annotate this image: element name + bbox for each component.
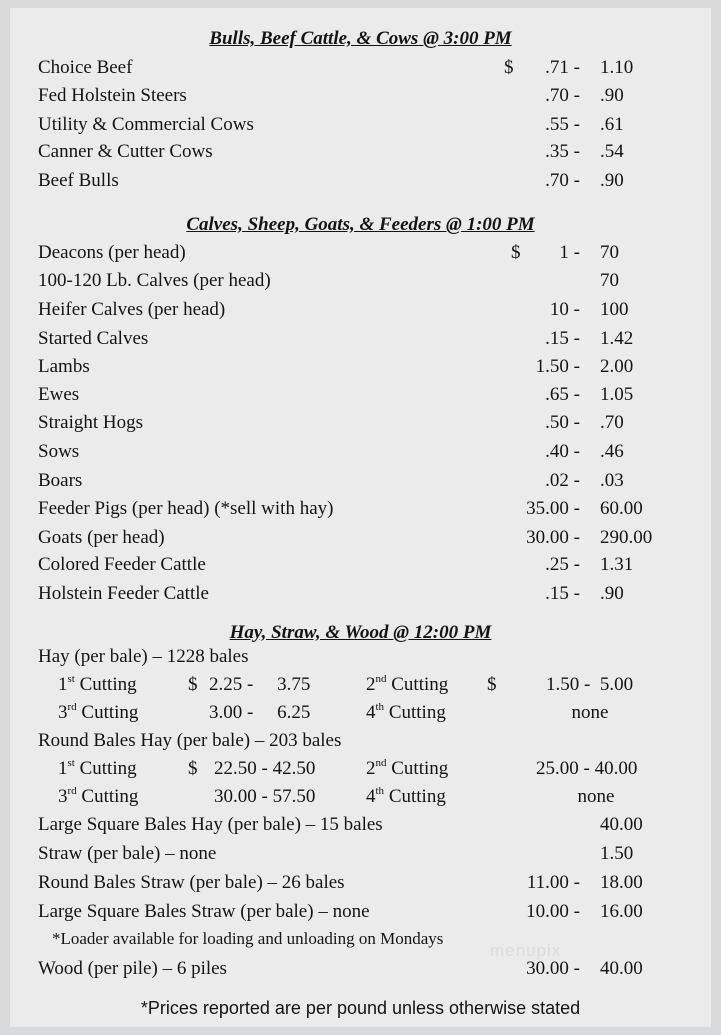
row-price-low: .35 - [545, 141, 580, 162]
round-hay-fourth-cutting-price: none [577, 786, 615, 807]
hay-fourth-cutting-price: none [571, 702, 609, 723]
row-price-high: .70 [600, 412, 624, 433]
hay-third-cutting: 3rd Cutting [58, 700, 139, 723]
row-price-low: 10 - [549, 299, 580, 320]
section-header-hay-straw-wood: Hay, Straw, & Wood @ 12:00 PM [229, 622, 492, 643]
row-price-low: 30.00 - [526, 527, 580, 548]
row-price-high: .61 [600, 114, 624, 135]
row-label: Large Square Bales Straw (per bale) – none [38, 901, 370, 922]
row-price-high: 100 [600, 299, 629, 320]
wood-label: Wood (per pile) – 6 piles [38, 958, 227, 979]
row-label: Boars [38, 470, 83, 491]
row-price-low: .15 - [545, 328, 580, 349]
row-price-high: .46 [600, 441, 624, 462]
row-label: Round Bales Straw (per bale) – 26 bales [38, 872, 345, 893]
row-price-low: .65 - [545, 384, 580, 405]
row-price-high: 40.00 [600, 814, 643, 835]
row-price-high: .90 [600, 85, 624, 106]
row-label: Straight Hogs [38, 412, 144, 433]
row-price-low: .02 - [545, 470, 580, 491]
row-price-high: .90 [600, 170, 624, 191]
currency-sign: $ [487, 674, 497, 695]
hay-first-cutting-price: 2.25 - 3.75 [209, 674, 311, 695]
currency-sign: $ [511, 242, 521, 263]
row-price-low: .25 - [545, 554, 580, 575]
row-label: 100-120 Lb. Calves (per head) [38, 270, 271, 291]
hay-bales-label: Hay (per bale) – 1228 bales [38, 646, 249, 667]
row-price-low: 11.00 - [526, 872, 580, 893]
round-hay-third-cutting-price: 30.00 - 57.50 [214, 786, 316, 807]
row-label: Goats (per head) [38, 527, 165, 548]
round-hay-third-cutting: 3rd Cutting [58, 784, 139, 807]
row-price-low: .55 - [545, 114, 580, 135]
hay-third-cutting-price: 3.00 - 6.25 [209, 702, 311, 723]
row-label: Fed Holstein Steers [38, 85, 187, 106]
row-price-high: 1.10 [600, 57, 634, 78]
watermark: menupix [490, 941, 562, 960]
row-label: Sows [38, 441, 80, 462]
row-price-high: .90 [600, 583, 624, 604]
hay-first-cutting: 1st Cutting [58, 672, 137, 695]
round-hay-second-cutting: 2nd Cutting [366, 756, 449, 779]
round-hay-second-cutting-price: 25.00 - 40.00 [536, 758, 638, 779]
hay-second-cutting-price: 1.50 - 5.00 [546, 674, 634, 695]
row-label: Ewes [38, 384, 80, 405]
row-price-high: 1.50 [600, 843, 634, 864]
row-price-high: 18.00 [600, 872, 643, 893]
wood-price-low: 30.00 - [526, 958, 580, 979]
row-price-high: 60.00 [600, 498, 643, 519]
loader-note: *Loader available for loading and unloading on Mondays [52, 929, 444, 948]
row-label: Choice Beef [38, 57, 133, 78]
row-price-high: 70 [600, 270, 619, 291]
row-price-low: .40 - [545, 441, 580, 462]
row-label: Deacons (per head) [38, 242, 186, 263]
row-label: Heifer Calves (per head) [38, 299, 226, 320]
currency-sign: $ [188, 674, 198, 695]
row-price-low: .15 - [545, 583, 580, 604]
row-price-high: 1.31 [600, 554, 634, 575]
wood-price-high: 40.00 [600, 958, 643, 979]
round-hay-first-cutting: 1st Cutting [58, 756, 137, 779]
round-hay-first-cutting-price: 22.50 - 42.50 [214, 758, 316, 779]
row-label: Canner & Cutter Cows [38, 141, 213, 162]
row-price-high: 2.00 [600, 356, 634, 377]
row-label: Feeder Pigs (per head) (*sell with hay) [38, 498, 334, 519]
row-price-high: .54 [600, 141, 624, 162]
round-hay-fourth-cutting: 4th Cutting [366, 784, 446, 807]
row-price-high: 70 [600, 242, 619, 263]
round-bales-hay-label: Round Bales Hay (per bale) – 203 bales [38, 730, 342, 751]
row-price-low: .50 - [545, 412, 580, 433]
hay-fourth-cutting: 4th Cutting [366, 700, 446, 723]
currency-sign: $ [504, 57, 514, 78]
row-label: Straw (per bale) – none [38, 843, 217, 864]
row-label: Colored Feeder Cattle [38, 554, 206, 575]
row-price-low: .71 - [545, 57, 580, 78]
row-price-high: 290.00 [600, 527, 653, 548]
row-price-low: 35.00 - [526, 498, 580, 519]
row-price-low: .70 - [545, 85, 580, 106]
row-label: Beef Bulls [38, 170, 119, 191]
section-header-calves-sheep-goats: Calves, Sheep, Goats, & Feeders @ 1:00 PM [186, 214, 535, 235]
row-price-low: .70 - [545, 170, 580, 191]
row-price-high: .03 [600, 470, 624, 491]
row-label: Started Calves [38, 328, 149, 349]
row-price-high: 1.42 [600, 328, 634, 349]
row-price-low: 1.50 - [535, 356, 580, 377]
row-label: Lambs [38, 356, 90, 377]
footer-note: *Prices reported are per pound unless otherwise stated [140, 998, 581, 1018]
row-price-high: 16.00 [600, 901, 643, 922]
currency-sign: $ [188, 758, 198, 779]
row-label: Utility & Commercial Cows [38, 114, 254, 135]
row-price-high: 1.05 [600, 384, 634, 405]
row-price-low: 1 - [559, 242, 580, 263]
row-label: Large Square Bales Hay (per bale) – 15 bales [38, 814, 383, 835]
row-label: Holstein Feeder Cattle [38, 583, 209, 604]
section-header-bulls-beef-cows: Bulls, Beef Cattle, & Cows @ 3:00 PM [209, 28, 512, 49]
row-price-low: 10.00 - [526, 901, 580, 922]
hay-second-cutting: 2nd Cutting [366, 672, 449, 695]
